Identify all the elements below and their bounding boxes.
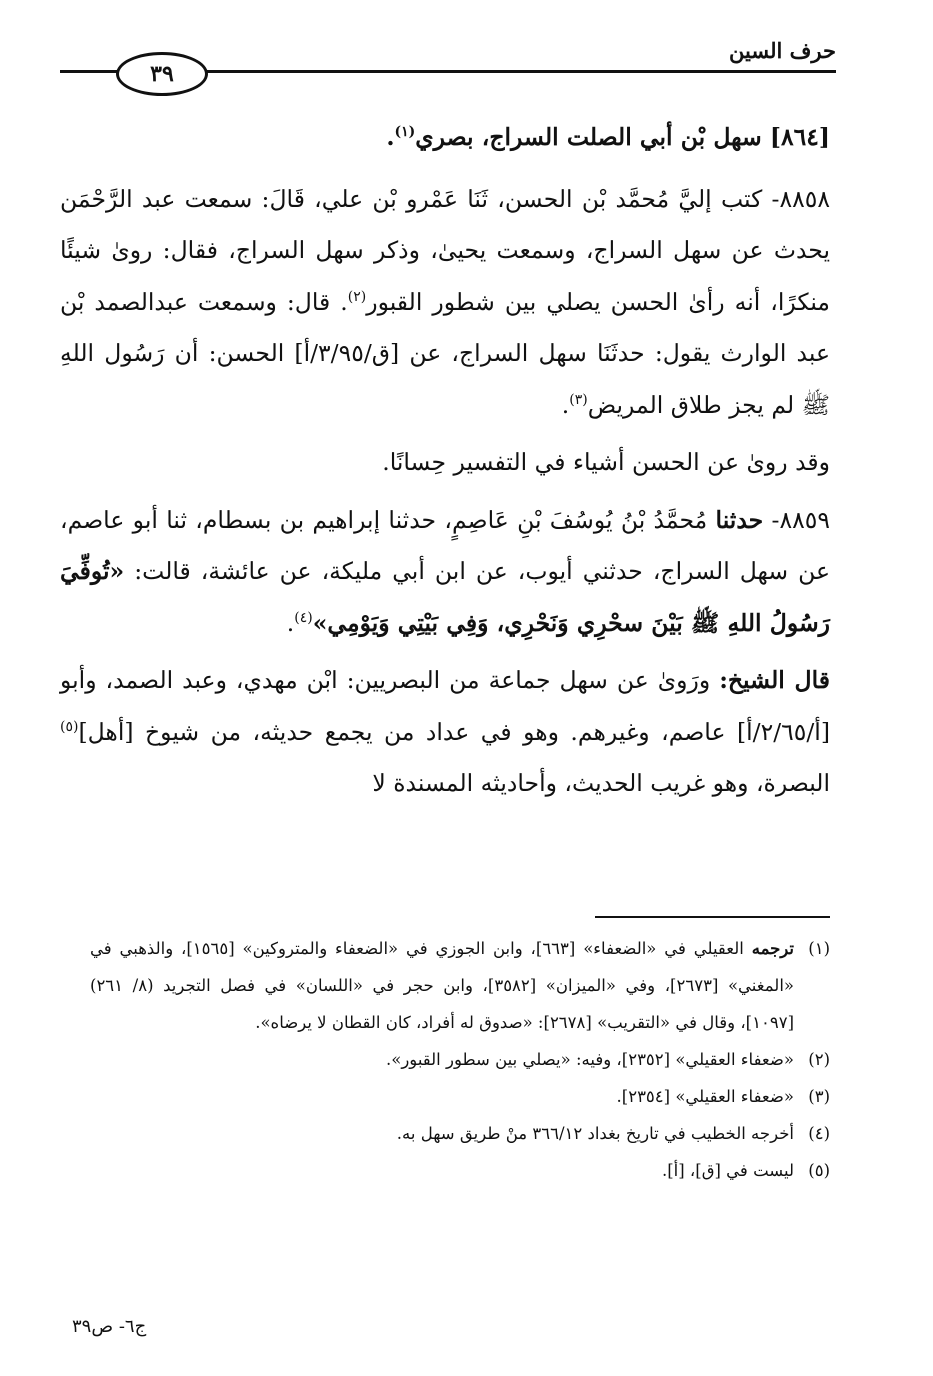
narration-end: . — [286, 608, 295, 637]
main-text — [60, 112, 830, 810]
footnote-number: (٢) — [808, 1050, 830, 1069]
narration-end: . — [561, 390, 570, 419]
narration-text: ورَوىٰ عن سهل جماعة من البصريين: ابْن مهدي، وعبد الصمد، وأبو [أ/٢/٦٥/أ] عاصم، وغيرهم. وهو في عداد من يجمع حديثه، من شيوخ [أهل] — [60, 666, 830, 746]
footnote-text: «ضعفاء العقيلي» [٢٣٥٢]، وفيه: «يصلي بين سطور القبور». — [386, 1050, 794, 1069]
shaykh-comment — [60, 655, 830, 810]
page-header — [60, 38, 836, 98]
footnote-text: ليست في [ق]، [أ]. — [661, 1161, 794, 1180]
footnote-bold: ترجمه — [751, 939, 794, 958]
footnote-ref: (٣) — [569, 391, 588, 408]
footnote-separator — [595, 916, 830, 918]
footnote-ref: (٢) — [347, 288, 367, 305]
entry-heading-text: [٨٦٤] سهل بْن أبي الصلت السراج، بصري — [415, 123, 830, 151]
entry-heading — [60, 112, 830, 164]
footnote-number: (٤) — [808, 1124, 830, 1143]
footnote-ref: (١) — [394, 124, 416, 141]
footnote-3 — [90, 1078, 830, 1115]
narration-text: وقد روىٰ عن الحسن أشياء في التفسير حِسانًا. — [382, 448, 830, 476]
narration-bold-word: حدثنا — [715, 505, 764, 534]
page-number: ٣٩ — [150, 61, 174, 87]
footnote-text: العقيلي في «الضعفاء» [٦٦٣]، وابن الجوزي في «الضعفاء والمتروكين» [١٥٦٥]، والذهبي في «المغني» [٢٦٧٣]، وفي «الميزان» [٣٥٨٢]، وابن حجر في «اللسان» في فصل التجريد (٨/ ٢٦١) [١٠٩٧]، وقال في «التقريب» [٢٦٧٨]: «صدوق له أفراد، كان القطان لا يرضاه». — [90, 939, 794, 1032]
narration-bold-word: قال الشيخ: — [719, 666, 830, 694]
chapter-title: حرف السين — [723, 38, 836, 63]
footnote-ref: (٥) — [60, 718, 79, 735]
footnote-4 — [90, 1115, 830, 1152]
footnote-number: (٣) — [808, 1087, 830, 1106]
narration-lead: ٨٨٥٩- — [771, 505, 830, 534]
footnote-text: «ضعفاء العقيلي» [٢٣٥٤]. — [616, 1087, 794, 1106]
narration-text: ٨٨٥٨- كتب إليَّ مُحمَّد بْن الحسن، ثَنَا عَمْرو بْن علي، قَالَ: سمعت عبد الرَّحْمَن يحدث عن سهل السراج، وسمعت يحيىٰ، وذكر سهل السراج، فقال: روىٰ شيئًا منكرًا، أنه رأىٰ الحسن يصلي بين شطور القبور — [60, 184, 830, 316]
narration-8859 — [60, 495, 830, 650]
narration-note — [60, 437, 830, 489]
footnote-number: (٥) — [808, 1161, 830, 1180]
footnote-number: (١) — [808, 939, 830, 958]
footnote-5 — [90, 1152, 830, 1189]
footnote-text: أخرجه الخطيب في تاريخ بغداد ٣٦٦/١٢ منْ طريق سهل به. — [396, 1124, 794, 1143]
narration-text: . قال: وسمعت عبدالصمد بْن عبد الوارث يقول: حدثَنَا سهل السراج، عن [ق/٣/٩٥/أ] الحسن: أن رَسُول اللهِ ﷺ لم يجز طلاق المريض — [60, 287, 830, 419]
page-number-oval — [116, 52, 208, 96]
narration-8858 — [60, 174, 830, 432]
footnote-ref: (٤) — [294, 609, 313, 626]
footnote-1 — [90, 930, 830, 1041]
volume-page-signature: ج٦- ص٣٩ — [72, 1316, 147, 1337]
entry-heading-end: . — [386, 123, 395, 151]
narration-text: البصرة، وهو غريب الحديث، وأحاديثه المسندة لا — [372, 769, 830, 797]
footnotes — [90, 930, 830, 1189]
hadith-quote: «تُوفِّيَ رَسُولُ اللهِ ﷺ بَيْنَ سحْرِي وَنَحْرِي، وَفِي بَيْتِي وَيَوْمِي» — [60, 557, 830, 637]
narration-text: مُحمَّدُ بْنُ يُوسُفَ بْنِ عَاصِمٍ، حدثنا إبراهيم بن بسطام، ثنا أبو عاصم، عن سهل السراج، حدثني أيوب، عن ابن أبي مليكة، عن عائشة، قالت: — [60, 505, 830, 585]
footnote-2 — [90, 1041, 830, 1078]
